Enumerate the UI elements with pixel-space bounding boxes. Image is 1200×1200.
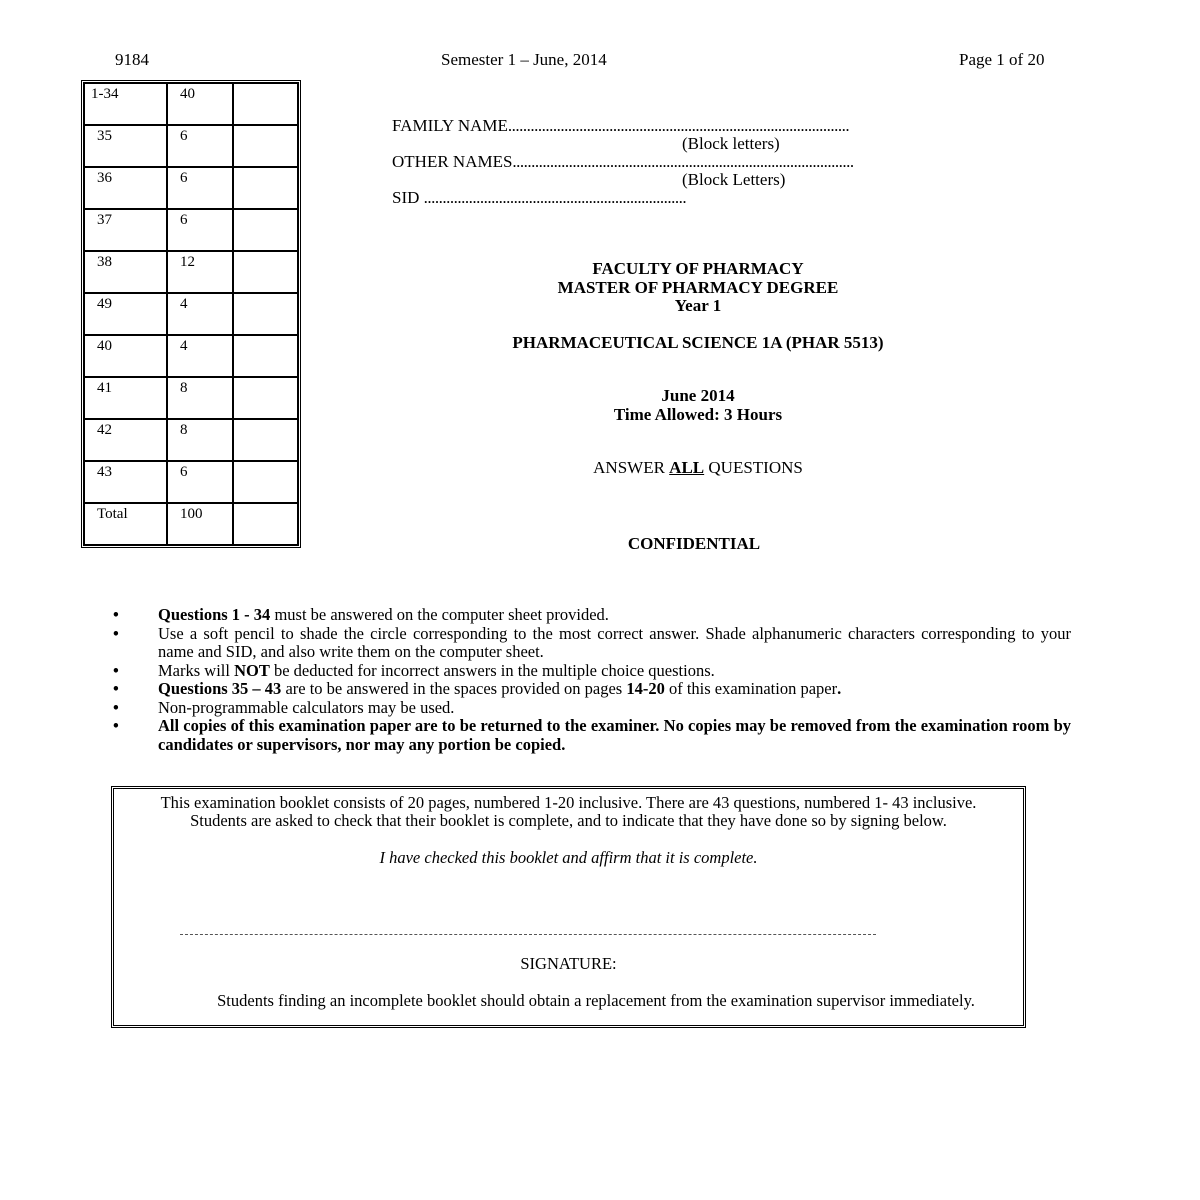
- instruction-text: Non-programmable calculators may be used.: [158, 697, 455, 717]
- marks-cell: 4: [167, 335, 233, 377]
- semester-label: Semester 1 – June, 2014: [441, 50, 607, 69]
- marks-cell: 100: [167, 503, 233, 545]
- booklet-info: This examination booklet consists of 20 pages, numbered 1-20 inclusive. There are 43 questions, numbered 1- 43 inclusive. Students are asked to check that their booklet is complete, and to indicate that they have done so by signing below.: [160, 793, 977, 830]
- score-cell[interactable]: [233, 293, 298, 335]
- score-cell[interactable]: [233, 209, 298, 251]
- instruction-text: are to be answered in the spaces provided on pages: [281, 679, 627, 698]
- table-row: [84, 209, 298, 251]
- score-cell[interactable]: [233, 125, 298, 167]
- answer-instruction: [398, 458, 998, 478]
- question-cell: 43: [84, 461, 167, 503]
- marks-table: [81, 80, 301, 548]
- list-item: • Questions 35 – 43 are to be answered in the spaces provided on pages 14-20 of this examination paper.: [113, 679, 842, 698]
- family-name-label: FAMILY NAME: [392, 116, 508, 135]
- table-row: [84, 293, 298, 335]
- instruction-emphasis: Questions 35 – 43: [158, 679, 282, 698]
- list-item: • Non-programmable calculators may be used.: [113, 699, 1071, 718]
- marks-cell: 8: [167, 377, 233, 419]
- question-cell: 40: [84, 335, 167, 377]
- score-cell[interactable]: [233, 251, 298, 293]
- question-cell: 1-34: [84, 83, 167, 125]
- table-row: [84, 251, 298, 293]
- family-name-field[interactable]: [392, 116, 849, 136]
- marks-cell: 6: [167, 461, 233, 503]
- score-cell[interactable]: [233, 419, 298, 461]
- question-cell: Total: [84, 503, 167, 545]
- instruction-text: Use a soft pencil to shade the circle corresponding to the most correct answer. Shade alphanumeric characters corresponding to your name and SID, and also write them on the computer sheet.: [158, 623, 1071, 661]
- table-row: [84, 125, 298, 167]
- instruction-emphasis: NOT: [234, 660, 270, 680]
- list-item: • All copies of this examination paper are to be returned to the examiner. No copies may be removed from the examination room by candidates or supervisors, nor may any portion be copied.: [113, 716, 1071, 754]
- instruction-emphasis: Questions 1 - 34: [158, 605, 271, 624]
- sid-dots: ......................................................................: [423, 188, 687, 207]
- marks-cell: 6: [167, 167, 233, 209]
- instruction-emphasis: 14-20: [626, 679, 665, 698]
- other-names-field[interactable]: [392, 152, 854, 172]
- faculty-title: FACULTY OF PHARMACY: [592, 259, 804, 278]
- instruction-text: must be answered on the computer sheet provided.: [270, 605, 609, 624]
- degree-title: MASTER OF PHARMACY DEGREE: [557, 278, 839, 297]
- instruction-emphasis: All copies of this examination paper are to be returned to the examiner. No copies may be removed from the examination room by candidates or supervisors, nor may any portion be copied.: [158, 716, 1071, 754]
- signature-label: SIGNATURE:: [520, 954, 617, 973]
- table-row: [84, 83, 298, 125]
- marks-cell: 4: [167, 293, 233, 335]
- question-cell: 36: [84, 167, 167, 209]
- table-row: [84, 503, 298, 545]
- instruction-emphasis: .: [837, 679, 842, 698]
- marks-cell: 40: [167, 83, 233, 125]
- other-names-dots: ...........................................................................................: [512, 152, 854, 171]
- booklet-check-box: [111, 786, 1026, 1028]
- table-row: [84, 461, 298, 503]
- score-cell[interactable]: [233, 167, 298, 209]
- question-cell: 35: [84, 125, 167, 167]
- question-cell: 49: [84, 293, 167, 335]
- confidential-label: CONFIDENTIAL: [627, 534, 761, 553]
- table-row: [84, 167, 298, 209]
- score-cell[interactable]: [233, 335, 298, 377]
- sid-field[interactable]: [392, 188, 686, 208]
- year-title: Year 1: [674, 296, 722, 315]
- instructions-list: [113, 606, 1071, 754]
- instruction-text: be deducted for incorrect answers in the multiple choice questions.: [269, 660, 715, 680]
- list-item: • Questions 1 - 34 must be answered on the computer sheet provided.: [113, 605, 609, 624]
- replacement-note: Students finding an incomplete booklet should obtain a replacement from the examination supervisor immediately.: [217, 991, 975, 1010]
- instruction-text: of this examination paper: [664, 679, 838, 698]
- time-allowed: Time Allowed: 3 Hours: [613, 405, 783, 424]
- other-names-label: OTHER NAMES: [392, 152, 513, 171]
- list-item: • Use a soft pencil to shade the circle corresponding to the most correct answer. Shade alphanumeric characters corresponding to your name and SID, and also write them on the computer sheet.: [113, 623, 1071, 661]
- score-cell[interactable]: [233, 83, 298, 125]
- answer-post: QUESTIONS: [704, 458, 803, 477]
- block-letters-note: (Block letters): [682, 134, 780, 153]
- score-cell[interactable]: [233, 461, 298, 503]
- marks-cell: 6: [167, 209, 233, 251]
- table-row: [84, 377, 298, 419]
- course-title: PHARMACEUTICAL SCIENCE 1A (PHAR 5513): [512, 333, 884, 352]
- exam-code: 9184: [115, 50, 149, 69]
- sid-label: SID: [392, 188, 420, 207]
- instruction-text: Marks will: [158, 660, 235, 680]
- question-cell: 37: [84, 209, 167, 251]
- block-letters-note: (Block Letters): [682, 170, 786, 189]
- question-cell: 41: [84, 377, 167, 419]
- marks-cell: 6: [167, 125, 233, 167]
- score-cell[interactable]: [233, 503, 298, 545]
- marks-cell: 8: [167, 419, 233, 461]
- answer-pre: ANSWER: [593, 458, 670, 477]
- question-cell: 42: [84, 419, 167, 461]
- signature-line[interactable]: [180, 934, 876, 935]
- marks-cell: 12: [167, 251, 233, 293]
- family-name-dots: ...........................................................................................: [507, 116, 850, 135]
- table-row: [84, 335, 298, 377]
- booklet-affirmation: I have checked this booklet and affirm that it is complete.: [379, 848, 758, 867]
- question-cell: 38: [84, 251, 167, 293]
- list-item: • Marks will NOT be deducted for incorrect answers in the multiple choice questions.: [113, 660, 715, 680]
- answer-all: ALL: [669, 458, 705, 477]
- page-number: Page 1 of 20: [959, 50, 1045, 69]
- score-cell[interactable]: [233, 377, 298, 419]
- exam-date: June 2014: [661, 386, 735, 405]
- table-row: [84, 419, 298, 461]
